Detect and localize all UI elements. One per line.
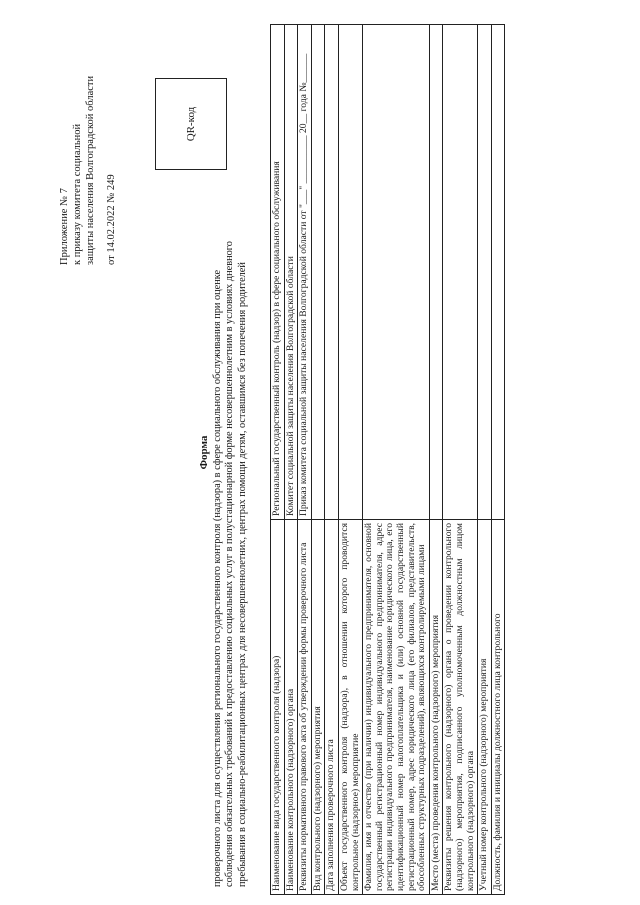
- row-value: [478, 25, 492, 520]
- table-row: [363, 25, 430, 895]
- row-label: Объект государственного контроля (надзора), в отношении которого проводится контрольное (надзорное) мероприятие: [338, 520, 362, 895]
- appendix-line-1: Приложение № 7: [59, 188, 70, 265]
- subtitle-line: проверочного листа для осуществления регионального государственного контроля (надзора) в сфере социального обслуживания при оценке: [212, 269, 223, 887]
- appendix-line-3: защиты населения Волгоградской области: [85, 75, 96, 265]
- row-label: Реквизиты решения контрольного (надзорного) органа о проведении контрольного (надзорного) мероприятия, подписанного уполномоченным должностным лицом контрольного (надзорного) органа: [443, 520, 478, 895]
- table-row: [338, 25, 362, 895]
- row-label: Место (места) проведения контрольного (надзорного) мероприятия: [429, 520, 443, 895]
- appendix-date: от 14.02.2022 № 249: [106, 174, 117, 265]
- row-value: Комитет социальной защиты населения Волгоградской области: [284, 25, 298, 520]
- form-subtitle: [212, 27, 249, 887]
- row-value: Региональный государственный контроль (надзор) в сфере социального обслуживания: [271, 25, 285, 520]
- qr-code-label: QR-код: [185, 106, 197, 142]
- row-value: [429, 25, 443, 520]
- row-value: [491, 25, 505, 520]
- table-row: [443, 25, 478, 895]
- row-label: Учетный номер контрольного (надзорного) мероприятия: [478, 520, 492, 895]
- row-label: Вид контрольного (надзорного) мероприятия: [311, 520, 325, 895]
- row-label: Наименование контрольного (надзорного) органа: [284, 520, 298, 895]
- table-row: [429, 25, 443, 895]
- table-row: [271, 25, 285, 895]
- table-row: [478, 25, 492, 895]
- subtitle-line: пребывания в социально-реабилитационных центрах для несовершеннолетних, центрах помощи детям, оставшимся без попечения родителей: [236, 262, 248, 887]
- table-row: [491, 25, 505, 895]
- table-row: [311, 25, 325, 895]
- row-value: Приказ комитета социальной защиты населения Волгоградской области от "___" __________ 20__ года №______: [298, 25, 312, 520]
- row-label: Дата заполнения проверочного листа: [325, 520, 339, 895]
- table-row: [284, 25, 298, 895]
- subtitle-line: соблюдения обязательных требований к предоставлению социальных услуг в полустационарной форме несовершеннолетним в условиях дневного: [224, 241, 236, 887]
- inspection-table: [270, 24, 505, 895]
- form-title: Форма: [198, 435, 210, 470]
- row-value: [325, 25, 339, 520]
- row-label: Фамилия, имя и отчество (при наличии) индивидуального предпринимателя, основной государственный регистрационный номер индивидуального предпринимателя, адрес регистрации индивидуального предпринимателя, наименование юридического лица, его идентификационный номер налогоплательщика и (или) основной государственный регистрационный номер, адрес юридического лица (его филиалов, представительств, обособленных структурных подразделений), являющихся контролируемыми лицами: [363, 520, 430, 895]
- table-row: [325, 25, 339, 895]
- table-row: [298, 25, 312, 895]
- appendix-line-2: к приказу комитета социальной: [72, 123, 83, 265]
- row-label: Должность, фамилия и инициалы должностного лица контрольного: [491, 520, 505, 895]
- row-value: [443, 25, 478, 520]
- appendix-block: [58, 45, 118, 265]
- row-label: Реквизиты нормативного правового акта об утверждении формы проверочного листа: [298, 520, 312, 895]
- row-value: [338, 25, 362, 520]
- row-label: Наименование вида государственного контроля (надзора): [271, 520, 285, 895]
- row-value: [311, 25, 325, 520]
- row-value: [363, 25, 430, 520]
